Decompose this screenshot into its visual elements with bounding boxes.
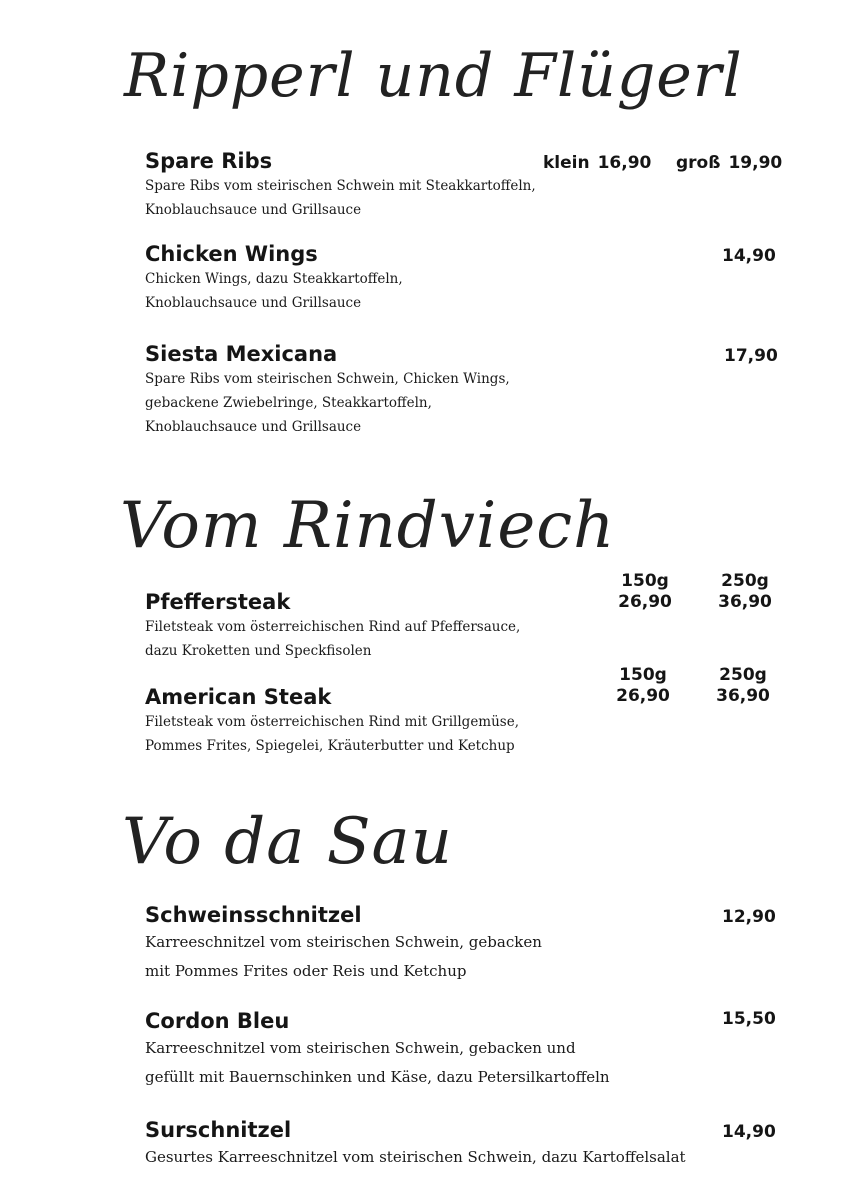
item-name: Siesta Mexicana — [145, 342, 338, 366]
size-price-250g — [703, 665, 783, 707]
price-label: klein — [543, 153, 590, 173]
price: 12,90 — [722, 907, 776, 927]
item-name: Pfeffersteak — [145, 590, 291, 614]
price-label: groß — [676, 153, 721, 173]
size-price-value: 36,90 — [716, 686, 770, 706]
item-description-line: Pommes Frites, Spiegelei, Kräuterbutter und Ketchup — [145, 738, 515, 754]
item-description-line: Chicken Wings, dazu Steakkartoffeln, — [145, 271, 403, 287]
item-description-line: Knoblauchsauce und Grillsauce — [145, 202, 362, 218]
item-description-line: Karreeschnitzel vom steirischen Schwein, gebacken — [145, 933, 542, 951]
item-name: Surschnitzel — [145, 1118, 292, 1142]
menu-item-chicken-wings — [145, 241, 775, 315]
item-description-line: gebackene Zwiebelringe, Steakkartoffeln, — [145, 395, 432, 411]
menu-item-schweinsschnitzel — [145, 902, 775, 986]
item-description-line: Karreeschnitzel vom steirischen Schwein, gebacken und — [145, 1039, 576, 1057]
menu-item-siesta-mexicana — [145, 341, 775, 439]
size-label: 150g — [619, 665, 667, 685]
item-description-line: Knoblauchsauce und Grillsauce — [145, 295, 362, 311]
price-value: 16,90 — [597, 153, 652, 173]
section-title-ripperl-und-fluegerl: Ripperl und Flügerl — [124, 41, 743, 111]
item-description-line: mit Pommes Frites oder Reis und Ketchup — [145, 962, 467, 980]
price-value: 19,90 — [728, 153, 783, 173]
item-name: Chicken Wings — [145, 242, 318, 266]
size-price-value: 26,90 — [616, 686, 670, 706]
item-name: American Steak — [145, 685, 332, 709]
item-description-line: Spare Ribs vom steirischen Schwein, Chicken Wings, — [145, 371, 510, 387]
price-large — [676, 152, 782, 174]
size-price-150g — [603, 665, 683, 707]
item-description-line: Knoblauchsauce und Grillsauce — [145, 419, 362, 435]
size-price-value: 26,90 — [618, 592, 672, 612]
menu-item-surschnitzel — [145, 1117, 775, 1172]
price: 17,90 — [724, 346, 778, 366]
item-description-line: Filetsteak vom österreichischen Rind auf Pfeffersauce, — [145, 619, 521, 635]
size-label: 150g — [621, 571, 669, 591]
item-description-line: Spare Ribs vom steirischen Schwein mit Steakkartoffeln, — [145, 178, 536, 194]
price: 14,90 — [722, 1122, 776, 1142]
item-description-line: gefüllt mit Bauernschinken und Käse, dazu Petersilkartoffeln — [145, 1068, 610, 1086]
item-description-line: Gesurtes Karreeschnitzel vom steirischen Schwein, dazu Kartoffelsalat — [145, 1148, 686, 1166]
menu-item-cordon-bleu — [145, 1008, 775, 1092]
item-description-line: Filetsteak vom österreichischen Rind mit Grillgemüse, — [145, 714, 520, 730]
size-price-250g — [705, 571, 785, 613]
item-name: Schweinsschnitzel — [145, 903, 362, 927]
size-label: 250g — [721, 571, 769, 591]
section-title-vom-rindviech: Vom Rindviech — [120, 489, 616, 563]
price: 14,90 — [722, 246, 776, 266]
size-price-150g — [605, 571, 685, 613]
item-name: Spare Ribs — [145, 149, 273, 173]
section-title-vo-da-sau: Vo da Sau — [122, 805, 453, 879]
item-description-line: dazu Kroketten und Speckfisolen — [145, 643, 372, 659]
size-price-value: 36,90 — [718, 592, 772, 612]
item-name: Cordon Bleu — [145, 1009, 290, 1033]
price: 15,50 — [722, 1009, 776, 1029]
price-small — [543, 152, 651, 174]
size-label: 250g — [719, 665, 767, 685]
